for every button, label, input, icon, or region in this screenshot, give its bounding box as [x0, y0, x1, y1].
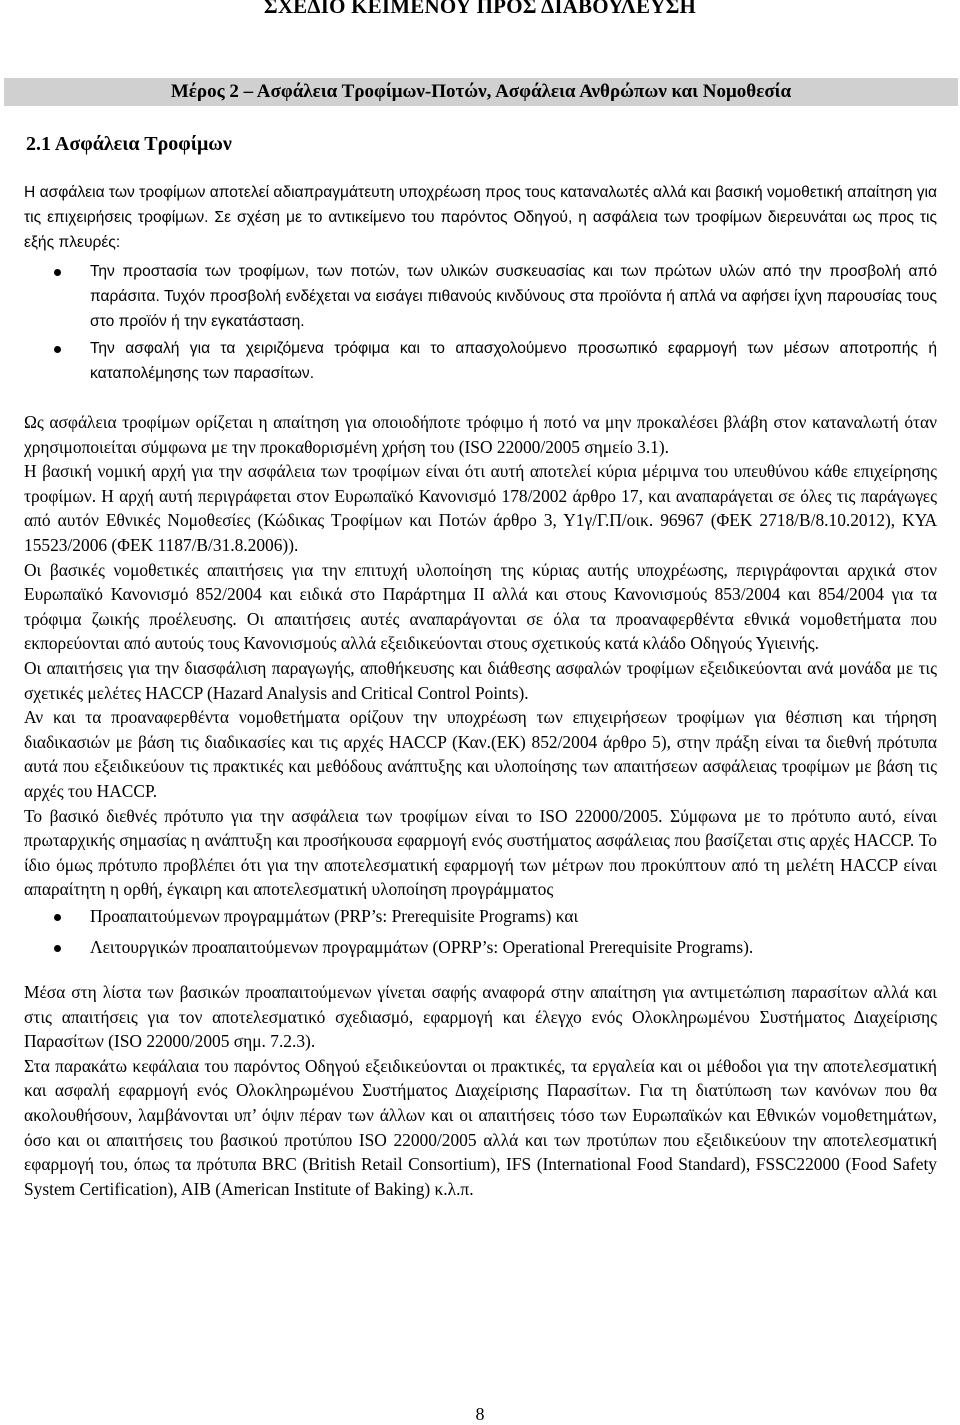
- paragraph: Μέσα στη λίστα των βασικών προαπαιτούμενων γίνεται σαφής αναφορά στην απαίτηση για αντιμετώπιση παρασίτων αλλά και στις απαιτήσεις για τον αποτελεσματικό σχεδιασμό, εφαρμογή και έλεγχο ενός Ολοκληρωμένου Συστήματος Διαχείρισης Παρασίτων (ISO 22000/2005 σημ. 7.2.3).: [24, 982, 937, 1052]
- paragraph: Η βασική νομική αρχή για την ασφάλεια των τροφίμων είναι ότι αυτή αποτελεί κύρια μέριμνα του υπευθύνου κάθε επιχείρησης τροφίμων. Η αρχή αυτή περιγράφεται στον Ευρωπαϊκό Κανονισμό 178/2002 άρθρο 17, και αναπαράγεται σε όλες τις παράγωγες από αυτόν Εθνικές Νομοθεσίες (Κώδικας Τροφίμων και Ποτών άρθρο 3, Υ1γ/Γ.Π/οικ. 96967 (ΦΕΚ 2718/Β/8.10.2012), ΚΥΑ 15523/2006 (ΦΕΚ 1187/Β/31.8.2006)).: [24, 461, 937, 555]
- list-item: Την προστασία των τροφίμων, των ποτών, των υλικών συσκευασίας και των πρώτων υλών από την προσβολή από παράσιτα. Τυχόν προσβολή ενδέχεται να εισάγει πιθανούς κινδύνους στα προϊόντα ή απλά να αφήσει ίχνη παρουσίας τους στο προϊόν ή την εγκατάσταση.: [24, 259, 937, 334]
- document-body: [24, 180, 937, 1201]
- paragraph: Στα παρακάτω κεφάλαια του παρόντος Οδηγού εξειδικεύονται οι πρακτικές, τα εργαλεία και οι μέθοδοι για την αποτελεσματική και ασφαλή εφαρμογή ενός Ολοκληρωμένου Συστήματος Διαχείρισης Παρασίτων. Για τη διατύπωση των κανόνων που θα ακολουθήσουν, λαμβάνονται υπ’ όψιν πέραν των άλλων και οι απαιτήσεις τόσο των Ευρωπαϊκών και Εθνικών νομοθετημάτων, όσο και οι απαιτήσεις του βασικού προτύπου ISO 22000/2005 αλλά και των προτύπων που εξειδικεύουν την αποτελεσματική εφαρμογή του, όπως τα πρότυπα BRC (British Retail Consortium), IFS (International Food Standard), FSSC22000 (Food Safety System Certification), AIB (American Institute of Baking) κ.λ.π.: [24, 1055, 937, 1199]
- paragraph: Το βασικό διεθνές πρότυπο για την ασφάλεια των τροφίμων είναι το ISO 22000/2005. Σύμφωνα με το πρότυπο αυτό, είναι πρωταρχικής σημασίας η ανάπτυξη και προσήκουσα εφαρμογή ενός συστήματος ασφάλειας που βασίζεται στις αρχές HACCP. Το ίδιο όμως πρότυπο προβλέπει ότι για την αποτελεσματική εφαρμογή των μέτρων που προκύπτουν από τη μελέτη HACCP είναι απαραίτητη η ορθή, έγκαιρη και αποτελεσματική υλοποίηση προγράμματος: [24, 805, 937, 900]
- page-number: 8: [475, 1404, 485, 1424]
- list-item: Την ασφαλή για τα χειριζόμενα τρόφιμα και το απασχολούμενο προσωπικό εφαρμογή των μέσων αποτροπής ή καταπολέμησης των παρασίτων.: [24, 336, 937, 386]
- bullet-icon: [54, 945, 61, 952]
- bullet-icon: [54, 914, 61, 921]
- subsection-heading: 2.1 Ασφάλεια Τροφίμων: [26, 133, 232, 155]
- section-title-bar: Μέρος 2 – Ασφάλεια Τροφίμων-Ποτών, Ασφάλεια Ανθρώπων και Νομοθεσία: [4, 78, 958, 106]
- bullet-icon: [54, 269, 61, 276]
- intro-bullet-list: [24, 259, 937, 386]
- bullet-icon: [54, 346, 61, 353]
- list-item: Προαπαιτούμενων προγραμμάτων (PRP’s: Prerequisite Programs) και: [24, 904, 937, 929]
- page-header: ΣΧΕΔΙΟ ΚΕΙΜΕΝΟΥ ΠΡΟΣ ΔΙΑΒΟΥΛΕΥΣΗ: [263, 0, 697, 18]
- prerequisite-bullet-list: [24, 904, 937, 960]
- paragraph: Ως ασφάλεια τροφίμων ορίζεται η απαίτηση για οποιοδήποτε τρόφιμο ή ποτό να μην προκαλέσει βλάβη στον καταναλωτή όταν χρησιμοποιείται σύμφωνα με την προκαθορισμένη χρήση του (ISO 22000/2005 σημείο 3.1).: [24, 412, 937, 457]
- paragraph: Αν και τα προαναφερθέντα νομοθετήματα ορίζουν την υποχρέωση των επιχειρήσεων τροφίμων για θέσπιση και τήρηση διαδικασιών με βάση τις διαδικασίες και τις αρχές HACCP (Καν.(ΕΚ) 852/2004 άρθρο 5), στην πράξη είναι τα διεθνή πρότυπα αυτά που εξειδικεύουν τις πρακτικές και μεθόδους ανάπτυξης και υλοποίησης των απαιτήσεων ασφάλειας τροφίμων με βάση τις αρχές του HACCP.: [24, 707, 937, 801]
- paragraph: Οι απαιτήσεις για την διασφάλιση παραγωγής, αποθήκευσης και διάθεσης ασφαλών τροφίμων εξειδικεύονται ανά μονάδα με τις σχετικές μελέτες HACCP (Hazard Analysis and Critical Control Points).: [24, 657, 937, 703]
- intro-paragraph: Η ασφάλεια των τροφίμων αποτελεί αδιαπραγμάτευτη υποχρέωση προς τους καταναλωτές αλλά και βασική νομοθετική απαίτηση για τις επιχειρήσεις τροφίμων. Σε σχέση με το αντικείμενο του παρόντος Οδηγού, η ασφάλεια των τροφίμων διερευνάται ως προς τις εξής πλευρές:: [24, 184, 937, 251]
- paragraph: Οι βασικές νομοθετικές απαιτήσεις για την επιτυχή υλοποίηση της κύριας αυτής υποχρέωσης, περιγράφονται αρχικά στον Ευρωπαϊκό Κανονισμό 852/2004 και ειδικά στο Παράρτημα ΙΙ αλλά και στους Κανονισμούς 853/2004 και 854/2004 για τα τρόφιμα ζωικής προέλευσης. Οι απαιτήσεις αυτές αναπαράγονται σε όλα τα προαναφερθέντα εθνικά νομοθετήματα που εκπορεύονται από αυτούς τους Κανονισμούς αλλά εξειδικεύονται στους σχετικούς κατά κλάδο Οδηγούς Υγιεινής.: [24, 559, 937, 654]
- list-item: Λειτουργικών προαπαιτούμενων προγραμμάτων (OPRP’s: Operational Prerequisite Programs).: [24, 935, 937, 960]
